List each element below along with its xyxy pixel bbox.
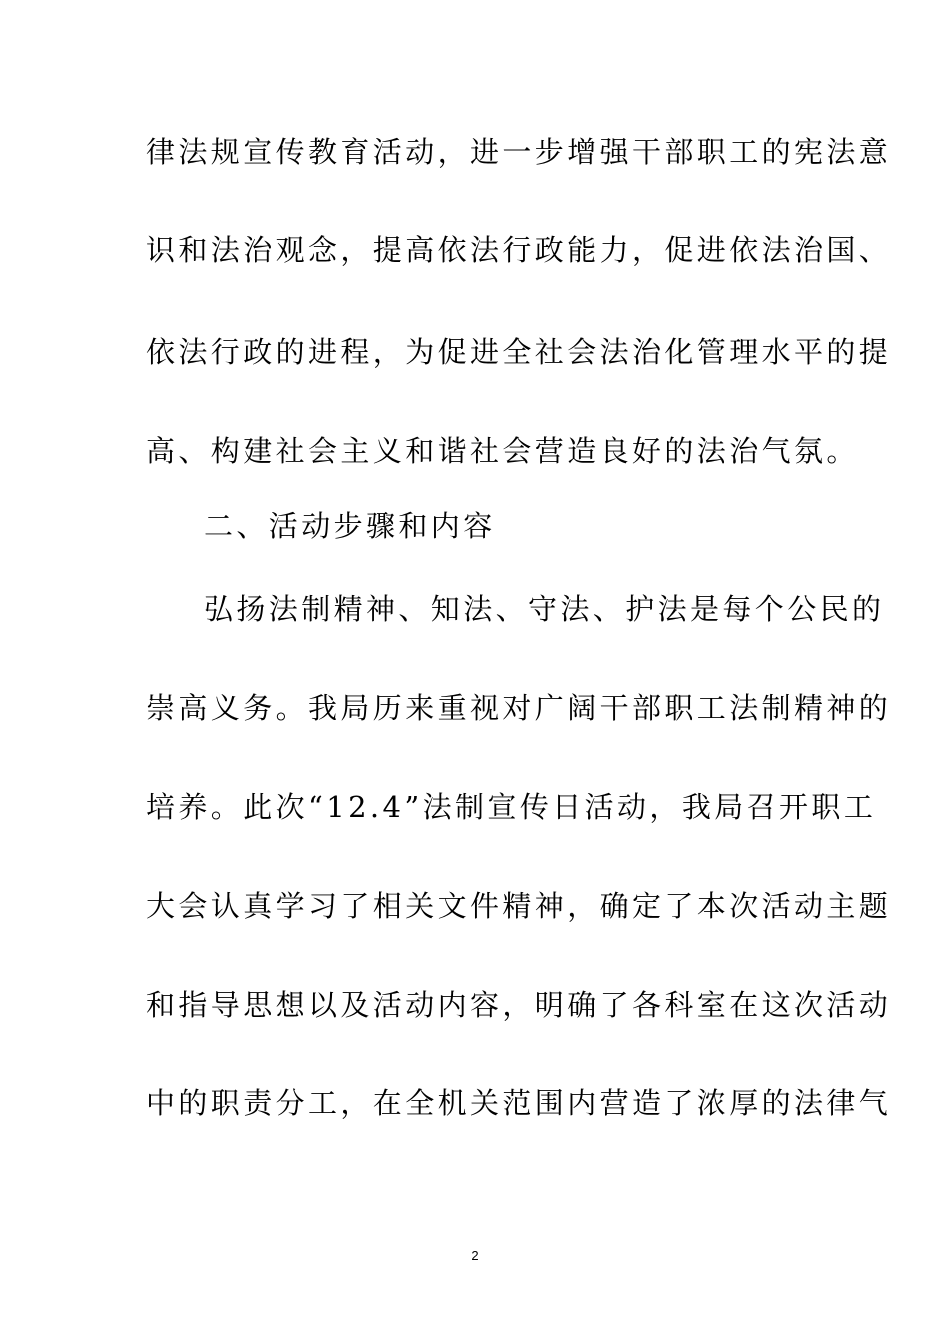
body-text-line: 高、构建社会主义和谐社会营造良好的法治气氛。 bbox=[146, 434, 859, 468]
section-heading: 二、活动步骤和内容 bbox=[204, 509, 496, 543]
body-text-line: 律法规宣传教育活动，进一步增强干部职工的宪法意 bbox=[146, 135, 892, 169]
body-text-line: 大会认真学习了相关文件精神，确定了本次活动主题 bbox=[146, 889, 892, 923]
body-text-line: 识和法治观念，提高依法行政能力，促进依法治国、 bbox=[146, 233, 892, 267]
paragraph-first-line: 弘扬法制精神、知法、守法、护法是每个公民的 bbox=[204, 592, 885, 626]
body-text-line: 依法行政的进程，为促进全社会法治化管理水平的提 bbox=[146, 335, 892, 369]
body-text-line: 中的职责分工，在全机关范围内营造了浓厚的法律气 bbox=[146, 1086, 892, 1120]
page-number: 2 bbox=[471, 1248, 479, 1263]
body-text-line: 崇高义务。我局历来重视对广阔干部职工法制精神的 bbox=[146, 691, 892, 725]
body-text-line: 培养。此次“12.4”法制宣传日活动，我局召开职工 bbox=[146, 790, 877, 824]
body-text-line: 和指导思想以及活动内容，明确了各科室在这次活动 bbox=[146, 988, 892, 1022]
